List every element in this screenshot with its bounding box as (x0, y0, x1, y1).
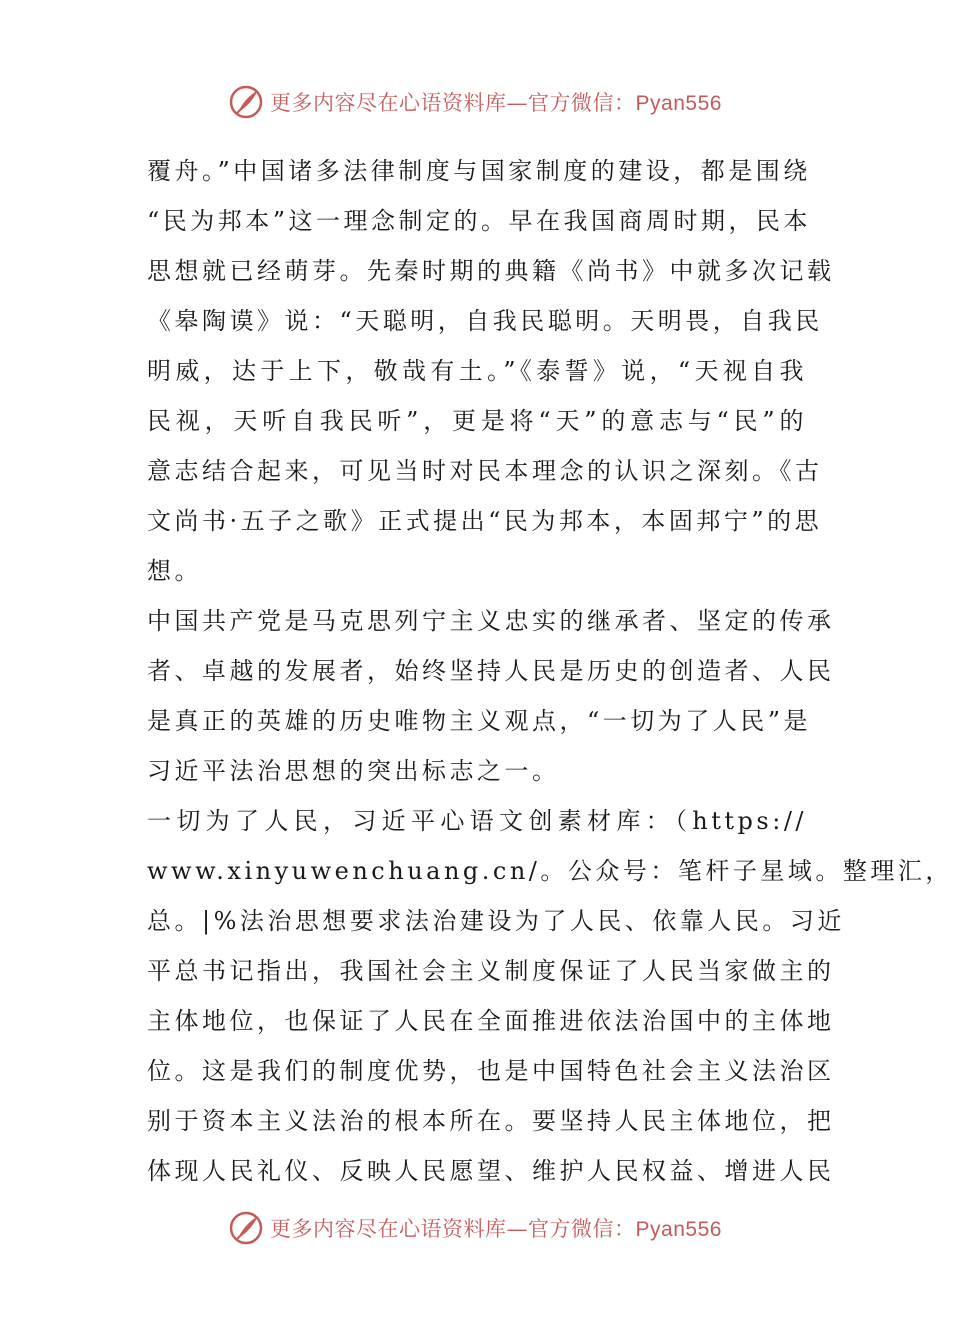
footer-banner-text: 更多内容尽在心语资料库—官方微信：Pyan556 (270, 1217, 722, 1241)
document-body (147, 146, 953, 1196)
body-line: 者、卓越的发展者，始终坚持人民是历史的创造者、人民 (147, 657, 835, 685)
body-line: 思想就已经萌芽。先秦时期的典籍《尚书》中就多次记载 (147, 257, 835, 285)
body-line: 体现人民礼仪、反映人民愿望、维护人民权益、增进人民 (147, 1157, 835, 1185)
body-line: “民为邦本”这一理念制定的。早在我国商周时期，民本 (147, 207, 812, 235)
header-banner (0, 82, 950, 122)
header-wechat-id: Pyan556 (635, 92, 722, 115)
body-line: 总。|%法治思想要求法治建设为了人民、依靠人民。习近 (147, 907, 845, 935)
body-line: 习近平法治思想的突出标志之一。 (147, 757, 560, 785)
body-line: 一切为了人民，习近平心语文创素材库：（https:// (147, 807, 807, 835)
body-line: 主体地位，也保证了人民在全面推进依法治国中的主体地 (147, 1007, 835, 1035)
body-line: www.xinyuwenchuang.cn/。公众号：笔杆子星域。整理汇， (147, 857, 953, 885)
body-line: 别于资本主义法治的根本所在。要坚持人民主体地位，把 (147, 1107, 835, 1135)
body-line: 中国共产党是马克思列宁主义忠实的继承者、坚定的传承 (147, 607, 835, 635)
body-line: 意志结合起来，可见当时对民本理念的认识之深刻。《古 (147, 457, 823, 485)
body-line: 想。 (147, 557, 202, 585)
body-line: 明威，达于上下，敬哉有土。”《泰誓》说，“天视自我 (147, 357, 807, 385)
body-line: 平总书记指出，我国社会主义制度保证了人民当家做主的 (147, 957, 835, 985)
quill-logo-icon (228, 84, 264, 120)
body-line: 《皋陶谟》说：“天聪明，自我民聪明。天明畏，自我民 (147, 307, 823, 335)
body-line: 覆舟。”中国诸多法律制度与国家制度的建设，都是围绕 (147, 157, 811, 185)
body-line: 文尚书·五子之歌》正式提出“民为邦本，本固邦宁”的思 (147, 507, 823, 535)
body-line: 民视，天听自我民听”，更是将“天”的意志与“民”的 (147, 407, 807, 435)
footer-wechat-id: Pyan556 (635, 1218, 722, 1241)
footer-banner (0, 1208, 950, 1248)
header-banner-text: 更多内容尽在心语资料库—官方微信：Pyan556 (270, 91, 722, 115)
quill-logo-icon (228, 1210, 264, 1246)
body-line: 是真正的英雄的历史唯物主义观点，“一切为了人民”是 (147, 707, 812, 735)
body-line: 位。这是我们的制度优势，也是中国特色社会主义法治区 (147, 1057, 835, 1085)
